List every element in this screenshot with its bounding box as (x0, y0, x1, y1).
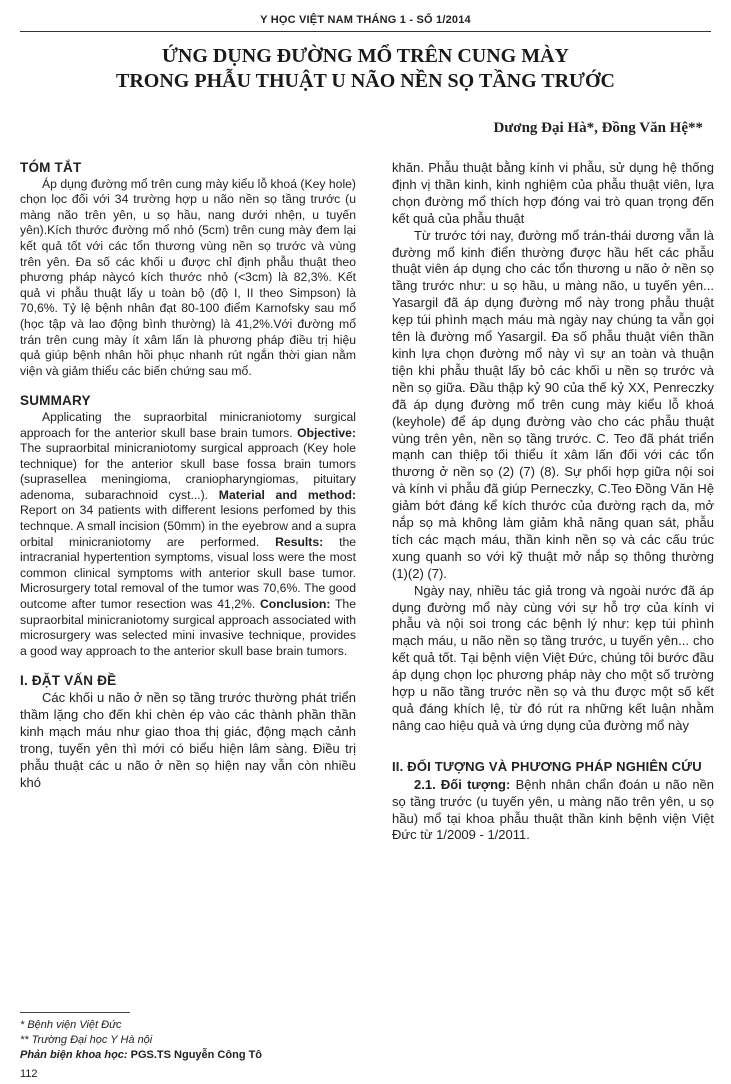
results-text: the intracranial hypertention symptoms, visual loss were the most common clinical symptoms with anterior skull base tumor. Microsurgery total removal of the tumor was 70,6%. The good outcome after tumor resection was 41,2%. (20, 534, 357, 612)
reviewer-line (20, 1048, 262, 1063)
authors: Dương Đại Hà*, Đồng Văn Hệ** (493, 120, 703, 136)
right-column (392, 160, 714, 844)
section1-paragraph1-left: Các khối u não ở nền sọ tầng trước thường phát triển thầm lặng cho đến khi chèn ép vào các thành phần thần kinh mạch máu như giao thoa thị giác, động mạch cảnh trong, tuyến yên thì mới có biểu hiện lâm sàng. Điều trị phẫu thuật các u não ở nền sọ hiện nay vẫn còn nhiều khó (20, 690, 356, 790)
section2-subject (392, 777, 714, 845)
page-number: 112 (20, 1068, 38, 1080)
section1-heading: I. ĐẶT VẤN ĐỀ (20, 673, 117, 689)
conclusion-label: Conclusion: (260, 597, 331, 612)
method-label: Material and method: (218, 487, 356, 502)
left-column (20, 160, 356, 791)
article-title (60, 44, 671, 94)
summary-intro: Applicating the supraorbital minicraniotomy surgical approach for the anterior skull base brain tumors. (20, 409, 356, 440)
title-line-2: TRONG PHẪU THUẬT U NÃO NỀN SỌ TẦNG TRƯỚC (116, 70, 615, 92)
subject-text: Bệnh nhân chẩn đoán u não nền sọ tầng trước (u tuyến yên, u màng não trên yên, u sọ hầu) mổ tại khoa phẫu thuật thần kinh bệnh viện Việt Đức từ 1/2009 - 1/2011. (392, 776, 715, 843)
header-rule (20, 31, 711, 32)
subject-label: 2.1. Đối tượng: (414, 776, 511, 792)
summary-heading: SUMMARY (20, 393, 91, 409)
footnote-1: * Bệnh viện Việt Đức (20, 1019, 122, 1031)
section1-paragraph3: Ngày nay, nhiều tác giả trong và ngoài nước đã áp dụng đường mổ này cùng với sự hỗ trợ của kính vi phẫu và nội soi trong các bệnh lý như: kẹp túi phình mạch máu, u não nền sọ tầng trước, u tuyến yên... cho kết quả tốt. Tại bệnh viện Việt Đức, chúng tôi bước đầu áp dụng chọn lọc phương pháp này cho một số trường hợp u não tầng trước nền sọ và thu được một số kết quả đáng khích lệ, từ đó rút ra những kết luận nhằm nâng cao hiệu quả và ứng dụng của đường mổ này (392, 582, 714, 733)
objective-label: Objective: (297, 425, 356, 440)
running-head: Y HỌC VIỆT NAM THÁNG 1 - SỐ 1/2014 (260, 14, 471, 26)
footnotes (20, 1018, 262, 1063)
section1-paragraph2: Từ trước tới nay, đường mổ trán-thái dương vẫn là đường mổ kinh điển thường được hầu hết các phẫu thuật viên áp dụng cho các tổn thương u não ở nền sọ tầng trước như: u sọ hầu, u màng não, u tuyến yên... Yasargil đã áp dụng đường mổ này trong phẫu thuật kẹp túi phình mạch máu mà ngày nay chúng ta vẫn gọi tên là đường mổ Yasargil. Đa số phẫu thuật viên thần kinh lựa chọn đường mổ này vì sự an toàn và thuận tiện khi phẫu thuật lấy bỏ các khối u nền sọ trước và nền sọ giữa. Đầu thập kỷ 90 của thế kỷ XX, Penreczky đã áp dụng đường mổ trên cung mày kiểu lỗ khoá (keyhole) để áp dụng đường vào cho các phẫu thuật vùng trên yên, nền sọ tầng trước. C. Teo đã phát triển mạnh can thiệp tối thiểu ít xâm lấn đối với các tổn thương ở nền sọ (2) (7) (8). Sự phối hợp giữa nội soi và kính vi phẫu đã giúp Perneczky, C.Teo Đồng Văn Hệ giảm bớt đáng kể kích thước của đường rạch da, mở nắp sọ mà không làm giảm khả năng quan sát, phẫu tích các mạch máu, thần kinh nền sọ và các cấu trúc xung quanh so với kỹ thuật mở nắp sọ thông thường (1)(2) (7). (392, 227, 714, 581)
footnote-rule (20, 1012, 130, 1013)
section1-paragraph1-right: khăn. Phẫu thuật bằng kính vi phẫu, sử dụng hệ thống định vị thần kinh, kinh nghiệm của phẫu thuật viên, lựa chọn đường mổ thích hợp đóng vai trò quan trọng đến kết quả của phẫu thuật (392, 160, 714, 226)
results-label: Results: (275, 534, 324, 549)
objective-text: The supraorbital minicraniotomy surgical approach (Key hole technique) for the anterior skull base fossa brain tumors (suprasellea meningioma, craniopharyngiomas, pituitary adenoma, subarachnoid cyst...). (20, 441, 356, 502)
section2-heading: II. ĐỐI TƯỢNG VÀ PHƯƠNG PHÁP NGHIÊN CỨU (392, 758, 702, 774)
reviewer-label: Phản biện khoa học: (20, 1049, 128, 1061)
title-line-1: ỨNG DỤNG ĐƯỜNG MỔ TRÊN CUNG MÀY (161, 45, 569, 67)
abstract-text: Áp dụng đường mổ trên cung mày kiểu lỗ khoá (Key hole) chọn lọc đối với 34 trường hợp u não nền sọ tầng trước (u màng não trên yên, u sọ hầu, nang dưới nhện, u tuyến yên).Kích thước đường mổ nhỏ (5cm) trên cung mày đem lại kết quả tốt với các tổn thương vùng nền sọ trước và vùng trên yên. Đa số các khối u được chỉ định phẫu thuật theo phương pháp nàycó kích thước nhỏ (<3cm) là 82,3%. Kết quả vi phẫu thuật lấy u toàn bộ (độ I, II theo Simpson) là 70,6%. Tỷ lệ bệnh nhân đạt 80-100 điểm Karnofsky sau mổ (học tập và lao động bình thường) là 41,2%.Với đường mổ trán trên cung mày ít xâm lấn là phương pháp điều trị hiệu quả giúp bệnh nhân hồi phục nhanh rút ngắn thời gian nằm viện và giảm thiểu các biến chứng sau mổ. (20, 176, 356, 378)
conclusion-text: The supraorbital minicraniotomy surgical approach associated with microsurgery was selected mini invasive technique, provides a good way approach to the anterior skull base brain tumors. (20, 597, 356, 658)
reviewer-name: PGS.TS Nguyễn Công Tô (130, 1049, 263, 1061)
abstract-heading: TÓM TẮT (20, 160, 82, 175)
method-text: Report on 34 patients with different lesions perfomed by this technque. A small incision (50mm) in the eyebrow and a supra orbital minicraniotomy are performed. (20, 503, 356, 549)
footnote-2: ** Trường Đại học Y Hà nội (20, 1034, 153, 1046)
summary-text (20, 410, 356, 660)
